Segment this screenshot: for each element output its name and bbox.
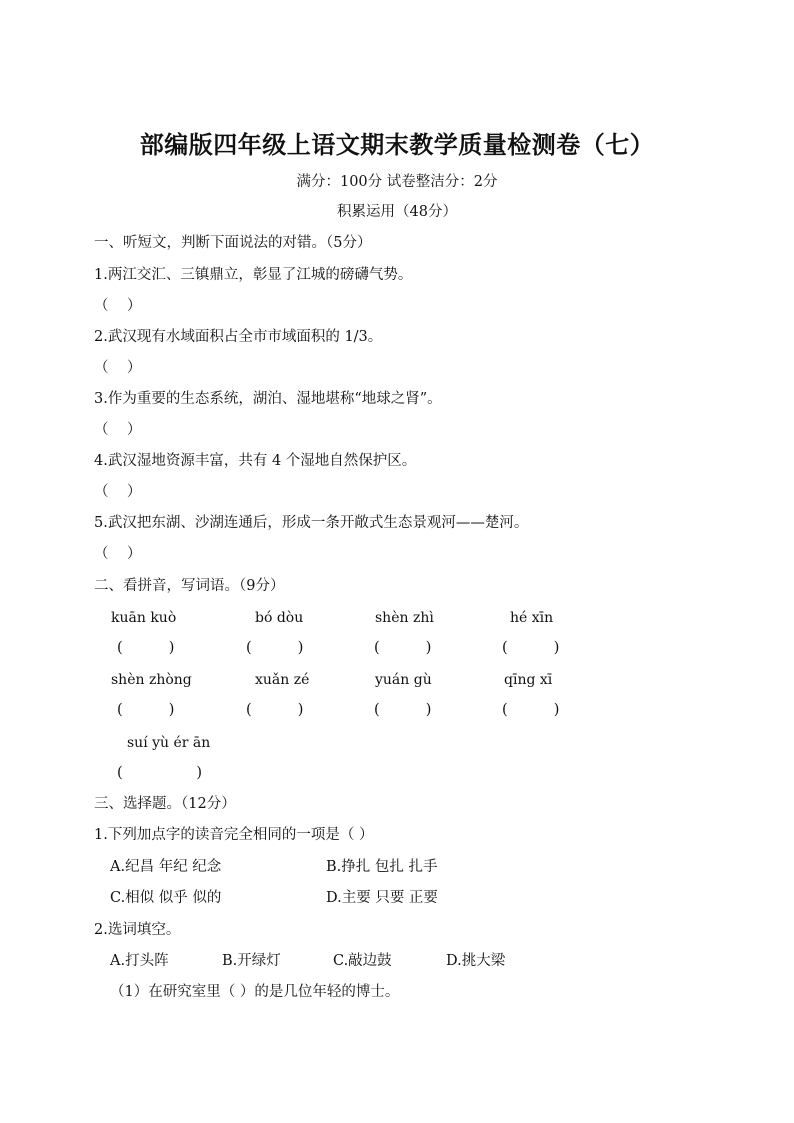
part1-item-5: 5.武汉把东湖、沙湖连通后，形成一条开敞式生态景观河——楚河。 <box>94 515 529 531</box>
pinyin-9: suí yù ér ān <box>127 735 211 751</box>
part1-answer-1[interactable]: （ ） <box>94 298 142 314</box>
pinyin-3: shèn zhì <box>375 610 434 626</box>
pinyin-5: shèn zhòng <box>111 672 192 688</box>
pinyin-4: hé xīn <box>510 610 554 626</box>
q1-option-c[interactable]: C.相似 似乎 似的 <box>110 890 222 906</box>
q2-option-c[interactable]: C.敲边鼓 <box>333 953 392 969</box>
pinyin-7: yuán gù <box>375 672 432 688</box>
part1-item-2: 2.武汉现有水域面积占全市市域面积的 1/3。 <box>94 329 383 345</box>
blank-3[interactable]: ( ) <box>374 640 432 656</box>
part1-answer-3[interactable]: （ ） <box>94 422 142 438</box>
pinyin-6: xuǎn zé <box>255 672 310 688</box>
part1-heading: 一、听短文，判断下面说法的对错。（5分） <box>94 235 372 251</box>
part1-item-3: 3.作为重要的生态系统，湖泊、湿地堪称“地球之肾”。 <box>94 391 442 407</box>
score-info: 满分：100分 试卷整洁分：2分 <box>296 174 498 190</box>
part3-heading: 三、选择题。（12分） <box>94 796 236 812</box>
blank-5[interactable]: ( ) <box>117 702 175 718</box>
blank-6[interactable]: ( ) <box>246 702 304 718</box>
q1-option-a[interactable]: A.纪昌 年纪 纪念 <box>110 859 222 875</box>
blank-7[interactable]: ( ) <box>374 702 432 718</box>
section-label: 积累运用（48分） <box>337 204 457 220</box>
part2-heading: 二、看拼音，写词语。（9分） <box>94 578 285 594</box>
part1-item-1: 1.两江交汇、三镇鼎立，彰显了江城的磅礴气势。 <box>94 267 413 283</box>
q1-option-b[interactable]: B.挣扎 包扎 扎手 <box>326 859 438 875</box>
part1-answer-2[interactable]: （ ） <box>94 360 142 376</box>
pinyin-8: qīng xī <box>504 672 553 688</box>
part1-answer-5[interactable]: （ ） <box>94 546 142 562</box>
blank-1[interactable]: ( ) <box>117 640 175 656</box>
page-title: 部编版四年级上语文期末教学质量检测卷（七） <box>139 130 655 159</box>
q2-stem: 2.选词填空。 <box>94 922 181 938</box>
q1-option-d[interactable]: D.主要 只要 正要 <box>326 890 438 906</box>
q2-option-d[interactable]: D.挑大梁 <box>446 953 506 969</box>
blank-9[interactable]: ( ) <box>117 765 203 781</box>
pinyin-1: kuān kuò <box>111 610 177 626</box>
pinyin-2: bó dòu <box>255 610 304 626</box>
q1-stem: 1.下列加点字的读音完全相同的一项是（ ） <box>94 827 374 843</box>
part1-answer-4[interactable]: （ ） <box>94 484 142 500</box>
blank-2[interactable]: ( ) <box>246 640 304 656</box>
part1-item-4: 4.武汉湿地资源丰富，共有 4 个湿地自然保护区。 <box>94 453 417 469</box>
blank-4[interactable]: ( ) <box>502 640 560 656</box>
blank-8[interactable]: ( ) <box>502 702 560 718</box>
q2-option-a[interactable]: A.打头阵 <box>110 953 169 969</box>
q2-option-b[interactable]: B.开绿灯 <box>222 953 281 969</box>
q2-sub-1: （1）在研究室里（ ）的是几位年轻的博士。 <box>110 984 400 1000</box>
